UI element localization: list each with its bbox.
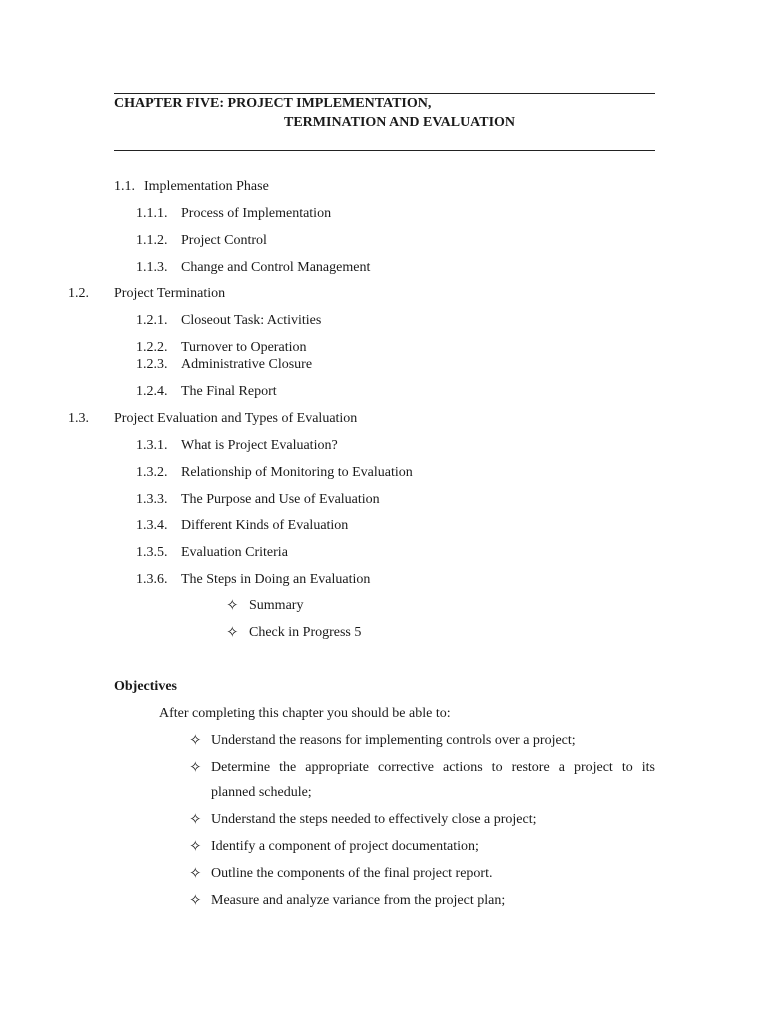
toc-number: 1.1.2. bbox=[136, 233, 168, 248]
toc-entry-label: What is Project Evaluation? bbox=[181, 438, 338, 453]
objectives-intro: After completing this chapter you should be able to: bbox=[159, 706, 451, 721]
diamond-bullet-icon: ✧ bbox=[226, 625, 239, 641]
toc-number: 1.3.2. bbox=[136, 465, 168, 480]
toc-number: 1.3.1. bbox=[136, 438, 168, 453]
toc-entry-label: Turnover to Operation bbox=[181, 340, 307, 355]
objective-item: Identify a component of project documentation; bbox=[211, 839, 479, 854]
objective-item: Measure and analyze variance from the project plan; bbox=[211, 893, 506, 908]
toc-number: 1.2. bbox=[68, 286, 89, 301]
objective-item: Understand the steps needed to effectively close a project; bbox=[211, 812, 537, 827]
diamond-bullet-icon: ✧ bbox=[189, 733, 202, 749]
summary-item: Summary bbox=[249, 598, 304, 613]
diamond-bullet-icon: ✧ bbox=[189, 866, 202, 882]
toc-entry-label: Change and Control Management bbox=[181, 260, 371, 275]
toc-entry-label: Administrative Closure bbox=[181, 357, 313, 372]
toc-number: 1.3.5. bbox=[136, 545, 168, 560]
diamond-bullet-icon: ✧ bbox=[189, 760, 202, 776]
chapter-title-line2: TERMINATION AND EVALUATION bbox=[284, 115, 516, 130]
chapter-title-line1: CHAPTER FIVE: PROJECT IMPLEMENTATION, bbox=[114, 96, 432, 111]
toc-number: 1.2.2. bbox=[136, 340, 168, 355]
toc-entry-label: Project Evaluation and Types of Evaluation bbox=[114, 411, 358, 426]
toc-number: 1.3. bbox=[68, 411, 89, 426]
top-rule bbox=[114, 93, 655, 94]
toc-number: 1.3.4. bbox=[136, 518, 168, 533]
objective-item: Determine the appropriate corrective actions to restore a project to its bbox=[211, 760, 655, 775]
toc-entry-label: Relationship of Monitoring to Evaluation bbox=[181, 465, 413, 480]
check-in-progress-item: Check in Progress 5 bbox=[249, 625, 362, 640]
toc-entry-label: Different Kinds of Evaluation bbox=[181, 518, 349, 533]
toc-entry-label: The Steps in Doing an Evaluation bbox=[181, 572, 371, 587]
toc-number: 1.3.3. bbox=[136, 492, 168, 507]
objective-item: Outline the components of the final project report. bbox=[211, 866, 493, 881]
toc-number: 1.2.4. bbox=[136, 384, 168, 399]
toc-entry-label: The Final Report bbox=[181, 384, 277, 399]
toc-number: 1.1. bbox=[114, 179, 135, 194]
objective-item: Understand the reasons for implementing controls over a project; bbox=[211, 733, 576, 748]
toc-entry-label: Project Termination bbox=[114, 286, 226, 301]
toc-number: 1.1.1. bbox=[136, 206, 168, 221]
toc-entry-label: Closeout Task: Activities bbox=[181, 313, 322, 328]
objective-item-continuation: planned schedule; bbox=[211, 785, 312, 800]
toc-entry-label: Project Control bbox=[181, 233, 267, 248]
toc-number: 1.2.3. bbox=[136, 357, 168, 372]
diamond-bullet-icon: ✧ bbox=[189, 812, 202, 828]
diamond-bullet-icon: ✧ bbox=[226, 598, 239, 614]
toc-number: 1.2.1. bbox=[136, 313, 168, 328]
toc-number: 1.3.6. bbox=[136, 572, 168, 587]
objectives-heading: Objectives bbox=[114, 679, 177, 694]
toc-entry-label: The Purpose and Use of Evaluation bbox=[181, 492, 380, 507]
toc-entry-label: Evaluation Criteria bbox=[181, 545, 288, 560]
toc-number: 1.1.3. bbox=[136, 260, 168, 275]
bottom-rule bbox=[114, 150, 655, 151]
toc-entry-label: Implementation Phase bbox=[144, 179, 269, 194]
diamond-bullet-icon: ✧ bbox=[189, 893, 202, 909]
toc-entry-label: Process of Implementation bbox=[181, 206, 332, 221]
diamond-bullet-icon: ✧ bbox=[189, 839, 202, 855]
